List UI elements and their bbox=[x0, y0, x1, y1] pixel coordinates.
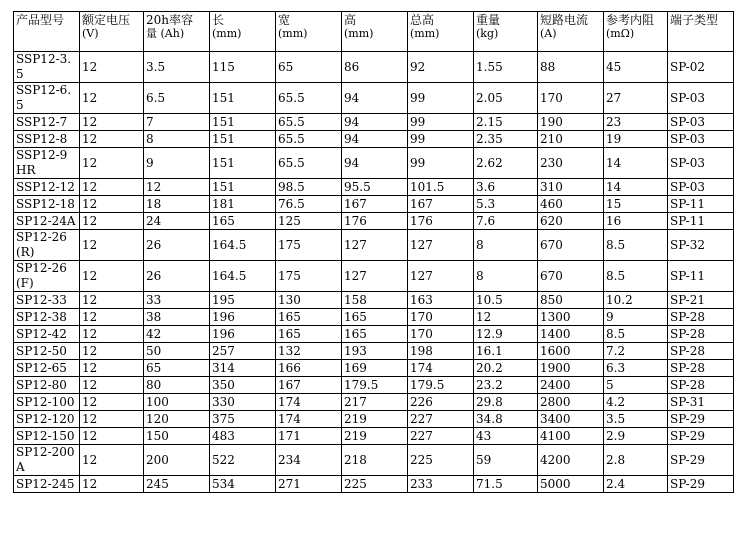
cell-terminal: SP-31 bbox=[668, 394, 734, 411]
cell-weight: 2.15 bbox=[474, 114, 538, 131]
cell-weight: 1.55 bbox=[474, 52, 538, 83]
cell-terminal: SP-29 bbox=[668, 411, 734, 428]
table-row bbox=[14, 476, 734, 493]
cell-model: SP12-26(R) bbox=[14, 230, 80, 261]
cell-weight: 71.5 bbox=[474, 476, 538, 493]
cell-length: 151 bbox=[210, 131, 276, 148]
table-row bbox=[14, 230, 734, 261]
cell-short-current: 2800 bbox=[538, 394, 604, 411]
cell-short-current: 2400 bbox=[538, 377, 604, 394]
table-row bbox=[14, 213, 734, 230]
cell-total-height: 167 bbox=[408, 196, 474, 213]
cell-resistance: 9 bbox=[604, 309, 668, 326]
cell-terminal: SP-02 bbox=[668, 52, 734, 83]
cell-model: SP12-200A bbox=[14, 445, 80, 476]
header-terminal bbox=[668, 12, 734, 52]
cell-voltage: 12 bbox=[80, 148, 144, 179]
cell-terminal: SP-28 bbox=[668, 377, 734, 394]
cell-capacity: 18 bbox=[144, 196, 210, 213]
cell-total-height: 92 bbox=[408, 52, 474, 83]
cell-model: SP12-33 bbox=[14, 292, 80, 309]
cell-terminal: SP-28 bbox=[668, 326, 734, 343]
cell-height: 127 bbox=[342, 261, 408, 292]
cell-resistance: 6.3 bbox=[604, 360, 668, 377]
cell-voltage: 12 bbox=[80, 326, 144, 343]
header-label: 重量 bbox=[476, 13, 501, 27]
cell-model: SP12-26(F) bbox=[14, 261, 80, 292]
cell-height: 169 bbox=[342, 360, 408, 377]
cell-width: 167 bbox=[276, 377, 342, 394]
cell-terminal: SP-29 bbox=[668, 428, 734, 445]
cell-total-height: 99 bbox=[408, 114, 474, 131]
cell-weight: 2.35 bbox=[474, 131, 538, 148]
cell-voltage: 12 bbox=[80, 377, 144, 394]
table-row bbox=[14, 196, 734, 213]
cell-voltage: 12 bbox=[80, 114, 144, 131]
cell-terminal: SP-11 bbox=[668, 196, 734, 213]
cell-voltage: 12 bbox=[80, 360, 144, 377]
cell-model: SSP12-9HR bbox=[14, 148, 80, 179]
cell-short-current: 460 bbox=[538, 196, 604, 213]
cell-capacity: 6.5 bbox=[144, 83, 210, 114]
cell-terminal: SP-28 bbox=[668, 309, 734, 326]
cell-total-height: 163 bbox=[408, 292, 474, 309]
cell-voltage: 12 bbox=[80, 292, 144, 309]
header-unit: 量 (Ah) bbox=[146, 27, 185, 40]
cell-height: 165 bbox=[342, 326, 408, 343]
cell-capacity: 33 bbox=[144, 292, 210, 309]
cell-total-height: 226 bbox=[408, 394, 474, 411]
cell-voltage: 12 bbox=[80, 394, 144, 411]
cell-width: 65.5 bbox=[276, 131, 342, 148]
table-row bbox=[14, 309, 734, 326]
cell-capacity: 12 bbox=[144, 179, 210, 196]
cell-voltage: 12 bbox=[80, 52, 144, 83]
cell-weight: 23.2 bbox=[474, 377, 538, 394]
cell-length: 151 bbox=[210, 179, 276, 196]
cell-total-height: 179.5 bbox=[408, 377, 474, 394]
header-width bbox=[276, 12, 342, 52]
cell-capacity: 120 bbox=[144, 411, 210, 428]
cell-capacity: 200 bbox=[144, 445, 210, 476]
cell-width: 165 bbox=[276, 326, 342, 343]
cell-terminal: SP-29 bbox=[668, 445, 734, 476]
cell-resistance: 16 bbox=[604, 213, 668, 230]
cell-total-height: 127 bbox=[408, 230, 474, 261]
cell-model: SP12-150 bbox=[14, 428, 80, 445]
cell-width: 65.5 bbox=[276, 114, 342, 131]
cell-model: SP12-38 bbox=[14, 309, 80, 326]
header-unit: (mm) bbox=[344, 27, 374, 40]
cell-width: 271 bbox=[276, 476, 342, 493]
table-row bbox=[14, 360, 734, 377]
header-label: 短路电流 bbox=[540, 13, 589, 27]
cell-width: 174 bbox=[276, 411, 342, 428]
cell-capacity: 80 bbox=[144, 377, 210, 394]
header-total-height bbox=[408, 12, 474, 52]
table-row bbox=[14, 343, 734, 360]
cell-height: 219 bbox=[342, 428, 408, 445]
cell-weight: 16.1 bbox=[474, 343, 538, 360]
header-label: 20h率容 bbox=[146, 13, 193, 27]
cell-width: 132 bbox=[276, 343, 342, 360]
cell-short-current: 190 bbox=[538, 114, 604, 131]
cell-height: 158 bbox=[342, 292, 408, 309]
cell-terminal: SP-11 bbox=[668, 261, 734, 292]
cell-capacity: 7 bbox=[144, 114, 210, 131]
cell-model: SSP12-12 bbox=[14, 179, 80, 196]
cell-capacity: 24 bbox=[144, 213, 210, 230]
cell-resistance: 8.5 bbox=[604, 230, 668, 261]
table-row bbox=[14, 292, 734, 309]
cell-weight: 20.2 bbox=[474, 360, 538, 377]
cell-voltage: 12 bbox=[80, 476, 144, 493]
cell-length: 165 bbox=[210, 213, 276, 230]
table-row bbox=[14, 261, 734, 292]
cell-voltage: 12 bbox=[80, 213, 144, 230]
cell-resistance: 2.4 bbox=[604, 476, 668, 493]
header-unit: (V) bbox=[82, 27, 99, 40]
cell-terminal: SP-03 bbox=[668, 179, 734, 196]
cell-terminal: SP-03 bbox=[668, 83, 734, 114]
cell-short-current: 4200 bbox=[538, 445, 604, 476]
cell-capacity: 26 bbox=[144, 261, 210, 292]
cell-terminal: SP-28 bbox=[668, 360, 734, 377]
cell-total-height: 225 bbox=[408, 445, 474, 476]
cell-height: 127 bbox=[342, 230, 408, 261]
cell-voltage: 12 bbox=[80, 309, 144, 326]
cell-weight: 2.62 bbox=[474, 148, 538, 179]
cell-terminal: SP-28 bbox=[668, 343, 734, 360]
cell-length: 522 bbox=[210, 445, 276, 476]
header-unit: (mm) bbox=[410, 27, 440, 40]
cell-terminal: SP-21 bbox=[668, 292, 734, 309]
cell-total-height: 99 bbox=[408, 83, 474, 114]
cell-short-current: 170 bbox=[538, 83, 604, 114]
cell-terminal: SP-03 bbox=[668, 114, 734, 131]
cell-model: SP12-42 bbox=[14, 326, 80, 343]
cell-resistance: 3.5 bbox=[604, 411, 668, 428]
cell-resistance: 15 bbox=[604, 196, 668, 213]
cell-height: 165 bbox=[342, 309, 408, 326]
cell-resistance: 2.9 bbox=[604, 428, 668, 445]
cell-terminal: SP-32 bbox=[668, 230, 734, 261]
cell-weight: 7.6 bbox=[474, 213, 538, 230]
cell-resistance: 10.2 bbox=[604, 292, 668, 309]
table-row bbox=[14, 394, 734, 411]
cell-terminal: SP-29 bbox=[668, 476, 734, 493]
cell-short-current: 1600 bbox=[538, 343, 604, 360]
cell-capacity: 50 bbox=[144, 343, 210, 360]
cell-model: SSP12-6.5 bbox=[14, 83, 80, 114]
cell-resistance: 14 bbox=[604, 148, 668, 179]
cell-height: 94 bbox=[342, 83, 408, 114]
cell-height: 176 bbox=[342, 213, 408, 230]
cell-height: 219 bbox=[342, 411, 408, 428]
cell-weight: 59 bbox=[474, 445, 538, 476]
table-row bbox=[14, 52, 734, 83]
cell-total-height: 170 bbox=[408, 309, 474, 326]
cell-weight: 2.05 bbox=[474, 83, 538, 114]
cell-weight: 10.5 bbox=[474, 292, 538, 309]
cell-resistance: 23 bbox=[604, 114, 668, 131]
cell-total-height: 233 bbox=[408, 476, 474, 493]
cell-length: 350 bbox=[210, 377, 276, 394]
cell-total-height: 99 bbox=[408, 131, 474, 148]
cell-short-current: 670 bbox=[538, 261, 604, 292]
cell-model: SSP12-3.5 bbox=[14, 52, 80, 83]
header-label: 高 bbox=[344, 13, 357, 27]
cell-length: 330 bbox=[210, 394, 276, 411]
cell-width: 130 bbox=[276, 292, 342, 309]
cell-weight: 12.9 bbox=[474, 326, 538, 343]
cell-model: SSP12-18 bbox=[14, 196, 80, 213]
cell-model: SP12-245 bbox=[14, 476, 80, 493]
table-body bbox=[14, 52, 734, 493]
header-height bbox=[342, 12, 408, 52]
table-row bbox=[14, 428, 734, 445]
cell-width: 65.5 bbox=[276, 83, 342, 114]
cell-length: 483 bbox=[210, 428, 276, 445]
table-row bbox=[14, 326, 734, 343]
cell-capacity: 26 bbox=[144, 230, 210, 261]
cell-model: SP12-24A bbox=[14, 213, 80, 230]
header-short-current bbox=[538, 12, 604, 52]
battery-spec-table bbox=[13, 11, 734, 493]
cell-total-height: 99 bbox=[408, 148, 474, 179]
cell-voltage: 12 bbox=[80, 230, 144, 261]
cell-length: 181 bbox=[210, 196, 276, 213]
cell-resistance: 4.2 bbox=[604, 394, 668, 411]
cell-short-current: 4100 bbox=[538, 428, 604, 445]
header-unit: (mm) bbox=[212, 27, 242, 40]
cell-length: 534 bbox=[210, 476, 276, 493]
cell-model: SP12-120 bbox=[14, 411, 80, 428]
header-label: 宽 bbox=[278, 13, 291, 27]
table-row bbox=[14, 148, 734, 179]
cell-width: 166 bbox=[276, 360, 342, 377]
cell-width: 125 bbox=[276, 213, 342, 230]
cell-total-height: 198 bbox=[408, 343, 474, 360]
cell-short-current: 230 bbox=[538, 148, 604, 179]
cell-model: SP12-65 bbox=[14, 360, 80, 377]
cell-short-current: 850 bbox=[538, 292, 604, 309]
header-label: 产品型号 bbox=[16, 13, 65, 27]
cell-length: 375 bbox=[210, 411, 276, 428]
cell-weight: 12 bbox=[474, 309, 538, 326]
cell-weight: 43 bbox=[474, 428, 538, 445]
cell-short-current: 210 bbox=[538, 131, 604, 148]
cell-total-height: 174 bbox=[408, 360, 474, 377]
cell-length: 151 bbox=[210, 114, 276, 131]
cell-capacity: 3.5 bbox=[144, 52, 210, 83]
cell-width: 174 bbox=[276, 394, 342, 411]
cell-capacity: 8 bbox=[144, 131, 210, 148]
header-voltage bbox=[80, 12, 144, 52]
cell-short-current: 88 bbox=[538, 52, 604, 83]
cell-length: 257 bbox=[210, 343, 276, 360]
cell-capacity: 9 bbox=[144, 148, 210, 179]
cell-resistance: 8.5 bbox=[604, 326, 668, 343]
cell-total-height: 227 bbox=[408, 428, 474, 445]
cell-length: 196 bbox=[210, 326, 276, 343]
cell-short-current: 310 bbox=[538, 179, 604, 196]
cell-height: 94 bbox=[342, 114, 408, 131]
cell-short-current: 5000 bbox=[538, 476, 604, 493]
cell-total-height: 227 bbox=[408, 411, 474, 428]
cell-short-current: 1400 bbox=[538, 326, 604, 343]
cell-length: 151 bbox=[210, 148, 276, 179]
cell-short-current: 3400 bbox=[538, 411, 604, 428]
cell-resistance: 14 bbox=[604, 179, 668, 196]
cell-capacity: 65 bbox=[144, 360, 210, 377]
cell-weight: 3.6 bbox=[474, 179, 538, 196]
cell-capacity: 245 bbox=[144, 476, 210, 493]
cell-height: 94 bbox=[342, 131, 408, 148]
cell-width: 171 bbox=[276, 428, 342, 445]
cell-voltage: 12 bbox=[80, 261, 144, 292]
cell-capacity: 100 bbox=[144, 394, 210, 411]
cell-terminal: SP-03 bbox=[668, 148, 734, 179]
cell-width: 65.5 bbox=[276, 148, 342, 179]
header-unit: (mΩ) bbox=[606, 27, 635, 40]
cell-model: SSP12-8 bbox=[14, 131, 80, 148]
cell-length: 314 bbox=[210, 360, 276, 377]
header-label: 参考内阻 bbox=[606, 13, 655, 27]
cell-terminal: SP-11 bbox=[668, 213, 734, 230]
header-resistance bbox=[604, 12, 668, 52]
header-unit: (kg) bbox=[476, 27, 499, 40]
header-capacity bbox=[144, 12, 210, 52]
cell-length: 164.5 bbox=[210, 261, 276, 292]
cell-voltage: 12 bbox=[80, 196, 144, 213]
table-row bbox=[14, 179, 734, 196]
cell-capacity: 38 bbox=[144, 309, 210, 326]
cell-short-current: 1900 bbox=[538, 360, 604, 377]
cell-width: 98.5 bbox=[276, 179, 342, 196]
cell-model: SSP12-7 bbox=[14, 114, 80, 131]
header-length bbox=[210, 12, 276, 52]
cell-length: 196 bbox=[210, 309, 276, 326]
cell-height: 94 bbox=[342, 148, 408, 179]
cell-weight: 8 bbox=[474, 261, 538, 292]
cell-width: 65 bbox=[276, 52, 342, 83]
cell-length: 115 bbox=[210, 52, 276, 83]
header-label: 长 bbox=[212, 13, 225, 27]
header-label: 额定电压 bbox=[82, 13, 131, 27]
cell-voltage: 12 bbox=[80, 131, 144, 148]
header-row bbox=[14, 12, 734, 52]
cell-resistance: 27 bbox=[604, 83, 668, 114]
cell-resistance: 2.8 bbox=[604, 445, 668, 476]
cell-width: 234 bbox=[276, 445, 342, 476]
cell-weight: 5.3 bbox=[474, 196, 538, 213]
cell-height: 167 bbox=[342, 196, 408, 213]
table-row bbox=[14, 83, 734, 114]
header-unit: (mm) bbox=[278, 27, 308, 40]
cell-height: 95.5 bbox=[342, 179, 408, 196]
cell-voltage: 12 bbox=[80, 428, 144, 445]
cell-height: 193 bbox=[342, 343, 408, 360]
cell-terminal: SP-03 bbox=[668, 131, 734, 148]
cell-resistance: 19 bbox=[604, 131, 668, 148]
cell-resistance: 7.2 bbox=[604, 343, 668, 360]
header-weight bbox=[474, 12, 538, 52]
cell-height: 217 bbox=[342, 394, 408, 411]
cell-height: 86 bbox=[342, 52, 408, 83]
cell-voltage: 12 bbox=[80, 179, 144, 196]
table-row bbox=[14, 445, 734, 476]
table-row bbox=[14, 377, 734, 394]
cell-height: 179.5 bbox=[342, 377, 408, 394]
cell-length: 151 bbox=[210, 83, 276, 114]
cell-weight: 8 bbox=[474, 230, 538, 261]
cell-width: 175 bbox=[276, 261, 342, 292]
cell-short-current: 620 bbox=[538, 213, 604, 230]
cell-model: SP12-100 bbox=[14, 394, 80, 411]
cell-length: 195 bbox=[210, 292, 276, 309]
cell-width: 76.5 bbox=[276, 196, 342, 213]
cell-voltage: 12 bbox=[80, 445, 144, 476]
cell-voltage: 12 bbox=[80, 83, 144, 114]
header-label: 端子类型 bbox=[670, 13, 719, 27]
cell-total-height: 170 bbox=[408, 326, 474, 343]
cell-height: 225 bbox=[342, 476, 408, 493]
cell-resistance: 8.5 bbox=[604, 261, 668, 292]
cell-weight: 29.8 bbox=[474, 394, 538, 411]
table-row bbox=[14, 131, 734, 148]
header-model bbox=[14, 12, 80, 52]
header-label: 总高 bbox=[410, 13, 435, 27]
cell-height: 218 bbox=[342, 445, 408, 476]
cell-weight: 34.8 bbox=[474, 411, 538, 428]
cell-width: 175 bbox=[276, 230, 342, 261]
table-row bbox=[14, 411, 734, 428]
cell-total-height: 101.5 bbox=[408, 179, 474, 196]
cell-total-height: 176 bbox=[408, 213, 474, 230]
cell-resistance: 5 bbox=[604, 377, 668, 394]
cell-width: 165 bbox=[276, 309, 342, 326]
cell-resistance: 45 bbox=[604, 52, 668, 83]
cell-capacity: 150 bbox=[144, 428, 210, 445]
cell-model: SP12-80 bbox=[14, 377, 80, 394]
cell-voltage: 12 bbox=[80, 343, 144, 360]
table-row bbox=[14, 114, 734, 131]
cell-short-current: 1300 bbox=[538, 309, 604, 326]
cell-total-height: 127 bbox=[408, 261, 474, 292]
cell-capacity: 42 bbox=[144, 326, 210, 343]
cell-voltage: 12 bbox=[80, 411, 144, 428]
cell-model: SP12-50 bbox=[14, 343, 80, 360]
header-unit: (A) bbox=[540, 27, 557, 40]
cell-length: 164.5 bbox=[210, 230, 276, 261]
cell-short-current: 670 bbox=[538, 230, 604, 261]
